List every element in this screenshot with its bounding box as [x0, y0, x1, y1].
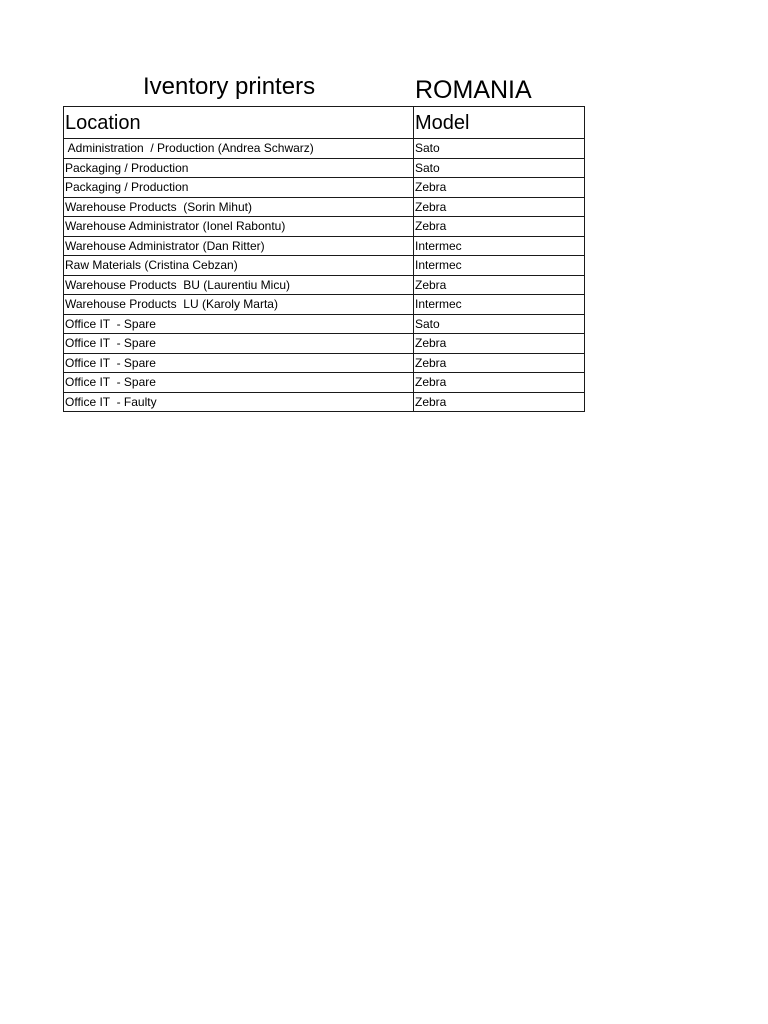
model-cell: Intermec — [414, 256, 585, 276]
model-cell: Zebra — [414, 353, 585, 373]
location-cell: Office IT - Spare — [64, 314, 414, 334]
table-row — [64, 353, 585, 373]
location-cell: Office IT - Spare — [64, 353, 414, 373]
country-heading: ROMANIA — [415, 76, 532, 104]
location-cell: Office IT - Spare — [64, 373, 414, 393]
model-cell: Zebra — [414, 334, 585, 354]
location-cell: Warehouse Administrator (Dan Ritter) — [64, 236, 414, 256]
model-cell: Zebra — [414, 197, 585, 217]
location-cell: Warehouse Products (Sorin Mihut) — [64, 197, 414, 217]
table-row — [64, 392, 585, 412]
table-row — [64, 236, 585, 256]
location-cell: Office IT - Faulty — [64, 392, 414, 412]
table-row — [64, 295, 585, 315]
location-cell: Warehouse Products LU (Karoly Marta) — [64, 295, 414, 315]
model-cell: Zebra — [414, 392, 585, 412]
model-cell: Zebra — [414, 217, 585, 237]
table-row — [64, 256, 585, 276]
location-cell: Warehouse Products BU (Laurentiu Micu) — [64, 275, 414, 295]
model-cell: Sato — [414, 158, 585, 178]
location-cell: Packaging / Production — [64, 158, 414, 178]
location-cell: Raw Materials (Cristina Cebzan) — [64, 256, 414, 276]
model-column-header: Model — [414, 107, 585, 139]
table-header-row — [64, 107, 585, 139]
document-title: Iventory printers — [143, 73, 316, 100]
location-cell: Warehouse Administrator (Ionel Rabontu) — [64, 217, 414, 237]
model-cell: Sato — [414, 139, 585, 159]
model-cell: Zebra — [414, 373, 585, 393]
location-cell: Administration / Production (Andrea Schwarz) — [64, 139, 414, 159]
model-cell: Sato — [414, 314, 585, 334]
table-row — [64, 373, 585, 393]
table-row — [64, 197, 585, 217]
model-cell: Zebra — [414, 275, 585, 295]
table-row — [64, 217, 585, 237]
location-cell: Packaging / Production — [64, 178, 414, 198]
table-row — [64, 334, 585, 354]
location-cell: Office IT - Spare — [64, 334, 414, 354]
table-row — [64, 158, 585, 178]
location-column-header: Location — [64, 107, 414, 139]
table-row — [64, 139, 585, 159]
model-cell: Intermec — [414, 236, 585, 256]
model-cell: Zebra — [414, 178, 585, 198]
table-row — [64, 275, 585, 295]
inventory-table — [63, 106, 585, 412]
table-row — [64, 314, 585, 334]
model-cell: Intermec — [414, 295, 585, 315]
table-row — [64, 178, 585, 198]
